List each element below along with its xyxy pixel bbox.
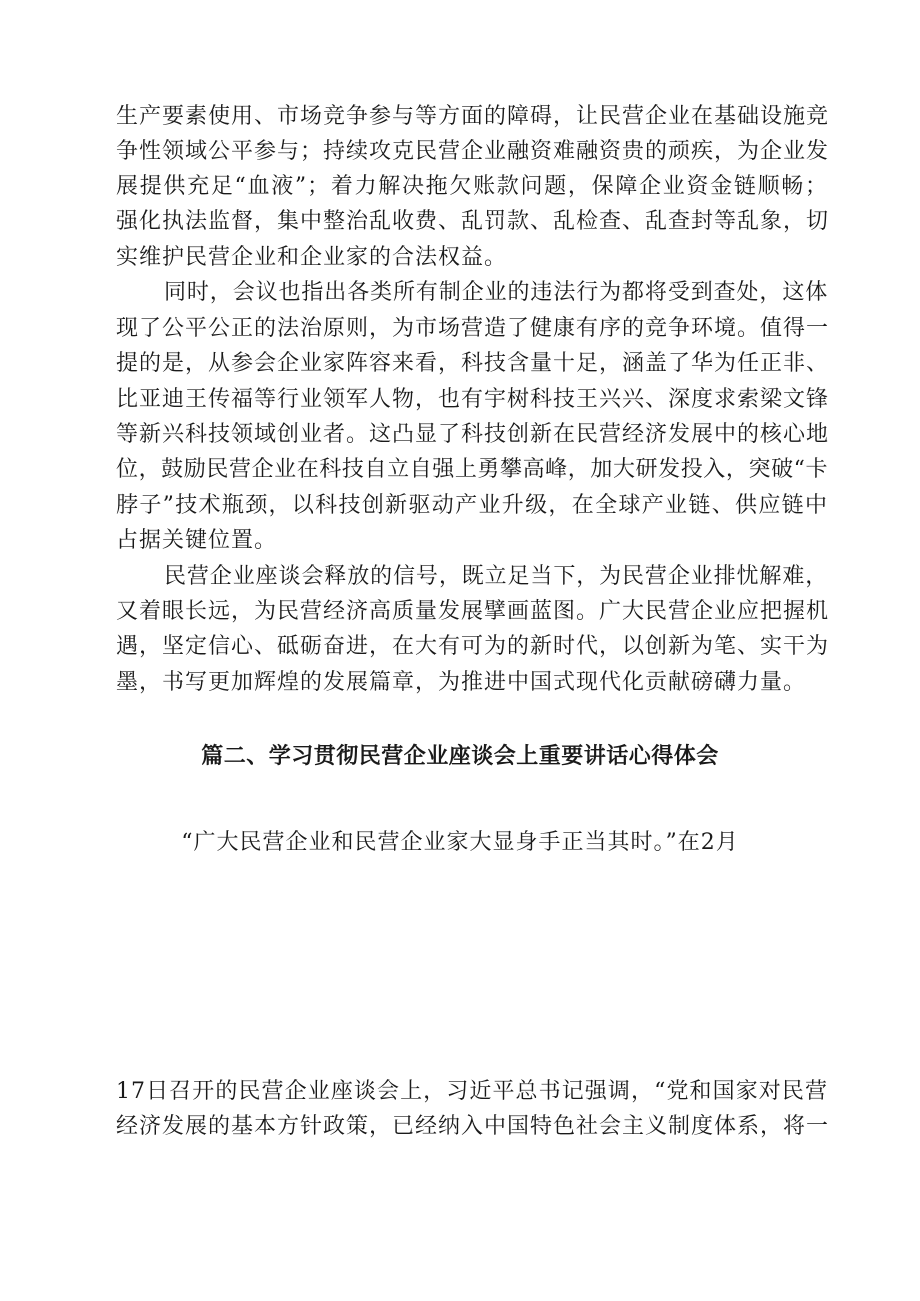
paragraph-line: 经济发展的基本方针政策，已经纳入中国特色社会主义制度体系，将一 [116, 1114, 830, 1139]
paragraph-line: 比亚迪王传福等行业领军人物，也有宇树科技王兴兴、深度求索梁文锋 [116, 387, 830, 412]
paragraph-line: 争性领域公平参与；持续攻克民营企业融资难融资贵的顽疾，为企业发 [116, 139, 830, 164]
paragraph-line: 提的是，从参会企业家阵容来看，科技含量十足，涵盖了华为任正非、 [116, 351, 830, 376]
paragraph-line: 又着眼长远，为民营经济高质量发展擘画蓝图。广大民营企业应把握机 [116, 599, 830, 624]
paragraph-line: 民营企业座谈会释放的信号，既立足当下，为民营企业排忧解难， [164, 564, 828, 589]
paragraph-line: 位，鼓励民营企业在科技自立自强上勇攀高峰，加大研发投入，突破“卡 [116, 457, 828, 482]
paragraph-line: 17日召开的民营企业座谈会上，习近平总书记强调，“党和国家对民营 [116, 1079, 828, 1104]
quote-line: “广大民营企业和民营企业家大显身手正当其时。”在2月 [181, 830, 739, 855]
paragraph-line: 实维护民营企业和企业家的合法权益。 [116, 245, 508, 270]
paragraph-line: 占据关键位置。 [116, 528, 278, 553]
paragraph-line: 现了公平公正的法治原则，为市场营造了健康有序的竞争环境。值得一 [116, 316, 830, 341]
paragraph-line: 强化执法监督，集中整治乱收费、乱罚款、乱检查、乱查封等乱象，切 [116, 209, 830, 234]
paragraph-line: 展提供充足“血液”；着力解决拖欠账款问题，保障企业资金链顺畅； [116, 174, 828, 199]
paragraph-line: 脖子”技术瓶颈，以科技创新驱动产业升级，在全球产业链、供应链中 [116, 493, 828, 518]
paragraph-line: 等新兴科技领域创业者。这凸显了科技创新在民营经济发展中的核心地 [116, 422, 830, 447]
paragraph-line: 墨，书写更加辉煌的发展篇章，为推进中国式现代化贡献磅礴力量。 [116, 670, 807, 695]
paragraph-line: 同时，会议也指出各类所有制企业的违法行为都将受到查处，这体 [164, 280, 828, 305]
paragraph-line: 遇，坚定信心、砥砺奋进，在大有可为的新时代，以创新为笔、实干为 [116, 634, 830, 659]
paragraph-line: 生产要素使用、市场竞争参与等方面的障碍，让民营企业在基础设施竞 [116, 104, 830, 129]
section-heading: 篇二、学习贯彻民营企业座谈会上重要讲话心得体会 [201, 744, 719, 769]
